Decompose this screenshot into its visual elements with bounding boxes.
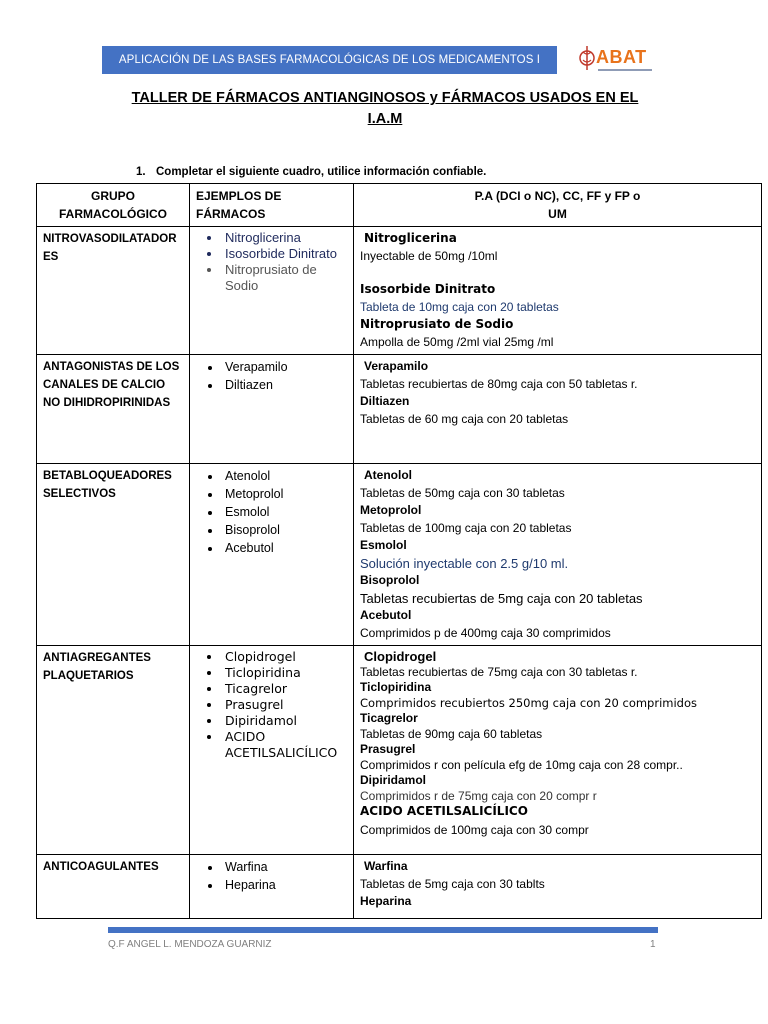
list-item: • Clopidrogel <box>222 649 347 665</box>
drug-desc: Comprimidos r de 75mg caja con 20 compr r <box>360 788 597 803</box>
drug-name: Bisoprolol <box>360 573 420 587</box>
list-item: • Atenolol <box>222 467 347 485</box>
list-item: • Heparina <box>222 876 347 894</box>
details-cell <box>354 464 762 646</box>
drug-name: Prasugrel <box>360 742 416 756</box>
drug-desc: Comprimidos de 100mg caja con 30 compr <box>360 822 589 837</box>
drug-name: Dipiridamol <box>360 773 427 787</box>
instruction-number: 1. <box>136 166 146 178</box>
logo-text: ABAT <box>596 47 647 67</box>
table-row <box>37 464 762 646</box>
header-pa-line2: UM <box>548 207 567 221</box>
header-group <box>37 184 190 227</box>
instruction <box>136 166 486 178</box>
table-row <box>37 646 762 855</box>
examples-cell <box>190 227 354 355</box>
header-examples-line1: EJEMPLOS DE <box>196 189 282 203</box>
drug-name: Verapamilo <box>364 359 429 373</box>
drug-desc: Tableta de 10mg caja con 20 tabletas <box>360 299 559 314</box>
examples-cell <box>190 646 354 855</box>
footer-author: Q.F ANGEL L. MENDOZA GUARNIZ <box>108 939 272 950</box>
table-row <box>37 227 762 355</box>
group-cell: ANTICOAGULANTES <box>37 855 190 919</box>
header-banner <box>102 46 557 74</box>
header-examples <box>190 184 354 227</box>
group-cell: BETABLOQUEADORES SELECTIVOS <box>37 464 190 646</box>
examples-list <box>196 467 347 557</box>
footer-bar <box>108 927 658 933</box>
drug-name: Heparina <box>360 894 412 908</box>
list-item: • Warfina <box>222 858 347 876</box>
abat-logo <box>578 40 658 76</box>
table-row <box>37 855 762 919</box>
table-row <box>37 355 762 464</box>
drug-name: Clopidrogel <box>364 649 437 664</box>
header-banner-text: APLICACIÓN DE LAS BASES FARMACOLÓGICAS DE LOS MEDICAMENTOS I <box>118 54 541 66</box>
drug-desc: Tabletas recubiertas de 5mg caja con 20 tabletas <box>360 590 643 606</box>
page-number: 1 <box>650 939 656 950</box>
drug-name: Diltiazen <box>360 394 410 408</box>
title-line-1: TALLER DE FÁRMACOS ANTIANGINOSOS y FÁRMACOS USADOS EN EL <box>131 90 639 106</box>
drug-name: Warfina <box>364 859 408 873</box>
list-item: • Nitroglicerina <box>222 230 347 246</box>
details-cell <box>354 646 762 855</box>
list-item: • ACIDO ACETILSALICÍLICO <box>222 729 347 761</box>
drug-desc: Tabletas de 5mg caja con 30 tablts <box>360 876 545 891</box>
list-item: • Verapamilo <box>222 358 347 376</box>
header-pa <box>354 184 762 227</box>
drug-name: Isosorbide Dinitrato <box>360 282 496 296</box>
list-item: • Diltiazen <box>222 376 347 394</box>
drug-desc: Comprimidos recubiertos 250mg caja con 20 comprimidos <box>360 695 697 710</box>
title-line-2: I.A.M <box>367 111 403 127</box>
list-item: • Ticlopiridina <box>222 665 347 681</box>
examples-cell <box>190 855 354 919</box>
drug-name: Ticagrelor <box>360 711 418 725</box>
drug-desc: Tabletas recubiertas de 75mg caja con 30 tabletas r. <box>360 664 638 679</box>
examples-cell <box>190 464 354 646</box>
header-pa-line1: P.A (DCI o NC), CC, FF y FP o <box>474 189 641 203</box>
drug-name: Atenolol <box>364 468 412 482</box>
list-item: • Metoprolol <box>222 485 347 503</box>
drug-desc: Tabletas recubiertas de 80mg caja con 50 tabletas r. <box>360 376 638 391</box>
drug-desc: Tabletas de 50mg caja con 30 tabletas <box>360 485 565 500</box>
drug-desc: Comprimidos p de 400mg caja 30 comprimidos <box>360 625 611 640</box>
group-cell: NITROVASODILATADORES <box>37 227 190 355</box>
header-group-line1: GRUPO <box>90 189 135 203</box>
drug-desc: Ampolla de 50mg /2ml vial 25mg /ml <box>360 334 554 349</box>
examples-list <box>196 358 347 394</box>
drug-desc: Tabletas de 60 mg caja con 20 tabletas <box>360 411 569 426</box>
drug-table <box>36 183 762 919</box>
list-item: • Ticagrelor <box>222 681 347 697</box>
examples-list <box>196 858 347 894</box>
drug-desc: Tabletas de 100mg caja con 20 tabletas <box>360 520 572 535</box>
drug-name: Esmolol <box>360 538 407 552</box>
drug-desc: Comprimidos r con película efg de 10mg caja con 28 compr.. <box>360 757 683 772</box>
examples-list <box>196 649 347 761</box>
list-item: • Acebutol <box>222 539 347 557</box>
details-cell <box>354 355 762 464</box>
header-examples-line2: FÁRMACOS <box>196 207 266 221</box>
group-cell: ANTAGONISTAS DE LOS CANALES DE CALCIO NO DIHIDROPIRINIDAS <box>37 355 190 464</box>
header-group-line2: FARMACOLÓGICO <box>59 207 167 221</box>
instruction-text: Completar el siguiente cuadro, utilice información confiable. <box>156 166 487 178</box>
examples-list <box>196 230 347 294</box>
drug-name: ACIDO ACETILSALICÍLICO <box>360 804 528 818</box>
drug-name: Acebutol <box>360 608 412 622</box>
table-header-row <box>37 184 762 227</box>
drug-name: Ticlopiridina <box>360 680 432 694</box>
group-cell: ANTIAGREGANTES PLAQUETARIOS <box>37 646 190 855</box>
list-item: • Bisoprolol <box>222 521 347 539</box>
list-item: • Prasugrel <box>222 697 347 713</box>
details-cell <box>354 227 762 355</box>
list-item: • Dipiridamol <box>222 713 347 729</box>
details-cell <box>354 855 762 919</box>
examples-cell <box>190 355 354 464</box>
drug-desc: Tabletas de 90mg caja 60 tabletas <box>360 726 543 741</box>
drug-name: Nitroprusiato de Sodio <box>360 317 514 331</box>
list-item: • Isosorbide Dinitrato <box>222 246 347 262</box>
list-item: • Esmolol <box>222 503 347 521</box>
drug-desc: Solución inyectable con 2.5 g/10 ml. <box>360 555 569 571</box>
drug-name: Nitroglicerina <box>364 231 457 245</box>
page-title <box>100 88 670 130</box>
list-item: • Nitroprusiato de Sodio <box>222 262 347 294</box>
drug-desc: Inyectable de 50mg /10ml <box>360 248 498 263</box>
drug-name: Metoprolol <box>360 503 422 517</box>
